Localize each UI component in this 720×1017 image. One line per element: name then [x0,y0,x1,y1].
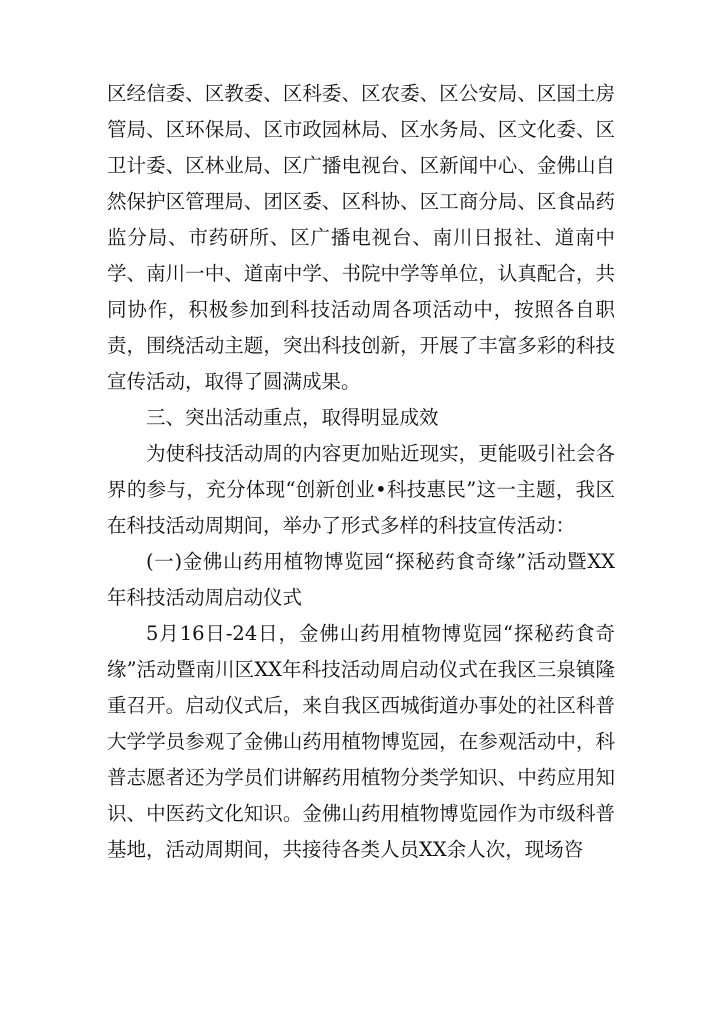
paragraph-launch-event: 5月16日-24日，金佛山药用植物博览园“探秘药食奇缘”活动暨南川区XX年科技活动周启动仪式在我区三泉镇隆重召开。启动仪式后，来自我区西城街道办事处的社区科普大学学员参观了金佛山药用植物博览园，在参观活动中，科普志愿者还为学员们讲解药用植物分类学知识、中药应用知识、中医药文化知识。金佛山药用植物博览园作为市级科普基地，活动周期间，共接待各类人员XX余人次，现场咨 [107,622,615,861]
subsection-heading-1: (一)金佛山药用植物博览园“探秘药食奇缘”活动暨XX年科技活动周启动仪式 [107,550,615,609]
paragraph-participating-units: 区经信委、区教委、区科委、区农委、区公安局、区国土房管局、区环保局、区市政园林局、区水务局、区文化委、区卫计委、区林业局、区广播电视台、区新闻中心、金佛山自然保护区管理局、团区委、区科协、区工商分局、区食品药监分局、市药研所、区广播电视台、南川日报社、道南中学、南川一中、道南中学、书院中学等单位，认真配合，共同协作，积极参加到科技活动周各项活动中，按照各自职责，围绕活动主题，突出科技创新，开展了丰富多彩的科技宣传活动，取得了圆满成果。 [107,82,615,393]
document-body [107,76,615,868]
paragraph-intro: 为使科技活动周的内容更加贴近现实，更能吸引社会各界的参与，充分体现“创新创业•科技惠民”这一主题，我区在科技活动周期间，举办了形式多样的科技宣传活动： [107,442,615,537]
section-heading-3: 三、突出活动重点，取得明显成效 [146,406,439,429]
